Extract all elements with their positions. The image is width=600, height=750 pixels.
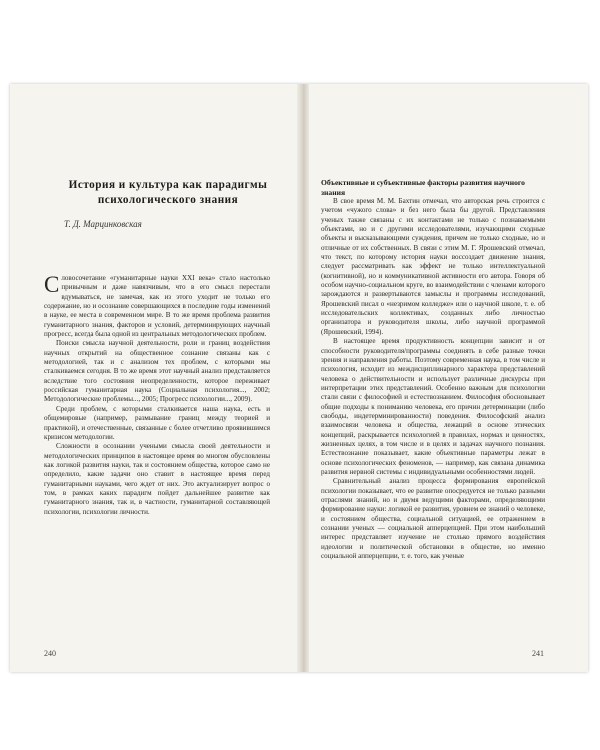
book-spread xyxy=(10,84,588,672)
book-gutter xyxy=(297,84,309,672)
drop-cap: С xyxy=(44,272,60,297)
paragraph: Сложности в осознании учеными смысла своей деятельности и методологических принципов в настоящее время во многом обусловлены как логикой развития науки, так и состоянием общества, которое само не определило, какие задачи оно ставит в настоящее время перед гуманитарными науками, чего ждет от них. Это актуализирует вопрос о том, в рамках каких парадигм пойдет дальнейшее развитие как гуманитарного знания, так и, в частности, гуманитарной составляющей психологии, психологии личности. xyxy=(44,442,270,516)
author-name: Т. Д. Марцинковская xyxy=(64,219,142,229)
paragraph xyxy=(44,274,270,339)
right-page xyxy=(309,84,588,672)
page-number-right: 241 xyxy=(532,649,544,658)
right-text-column xyxy=(321,197,545,561)
paragraph: Поиски смысла научной деятельности, роли и границ воздействия научных открытий на общественное сознание связаны как с методологией, так и с анализом тех проблем, с которыми мы сталкиваемся сегодня. В то же время этот научный анализ представляется вследствие того состояния неопределенности, которое переживает российская гуманитарная наука (Социальная психология..., 2002; Методологические проблемы..., 2005; Прогресс психологии..., 2009). xyxy=(44,339,270,404)
left-page xyxy=(10,84,297,672)
paragraph: Сравнительный анализ процесса формирования европейской психологии показывает, что ее развитие опосредуется не только разными отраслями знаний, но и двумя ведущими факторами, определяющими формирование науки: логикой ее развития, уровнем ее знаний о человеке, и состоянием общества, социальной ситуацией, ее отражением в сознании ученых — социальной апперцепцией. При этом наибольший интерес представляет изучение не столько прямого воздействия идеологии и политической обстановки в обществе, но именно социальной апперцепции, т. е. того, как ученые xyxy=(321,477,545,561)
paragraph: В свое время М. М. Бахтин отмечал, что авторская речь строится с учетом «чужого слова» и без него была бы другой. Представления ученых также связаны с их контактами не только с познаваемыми объектами, но и с другими исследователями, изучающими сходные объекты и высказывающими суждения, причем не только сходные, но и отличные от их собственных. В связи с этим М. Г. Ярошевский отмечал, что текст, по которому история науки воссоздает движение знания, следует рассматривать как эффект не только интеллектуальной (когнитивной), но и коммуникативной активности его автора. Говоря об особом научно-социальном круге, во взаимодействии с членами которого зарождаются и развертываются замыслы и программы исследований, Ярошевский писал о «незримом колледже» или о научной школе, т. е. об исследовательских коллективах, созданных либо личностью организатора и руководителя школы, либо научной программой (Ярошевский, 1994). xyxy=(321,197,545,336)
article-title: История и культура как парадигмы психологического знания xyxy=(68,179,268,206)
paragraph: В настоящее время продуктивность концепции зависит и от способности руководителя/программы соединять в себе разные точки зрения и направления работы. Поэтому современная наука, в том числе и психология, исходит из междисциплинарного характера представлений человека о действительности и использует различные дискурсы при интерпретации этих представлений. Особенно важным для психологии стали связи с философией и естествознанием. Философия обосновывает общие подходы к пониманию человека, его причин детерминации (либо свободы, индетерминированности) поведения. Философский анализ взаимосвязи человека и общества, лежащий в основе этических концепций, раскрывается психологией в правилах, нормах и ценностях, жизненных целях, в том числе и в целях и задачах научного познания. Естествознание показывает, какие объективные параметры лежат в основе психологических феноменов, — например, как связана динамика развития нервной системы с индивидуальными особенностями людей. xyxy=(321,337,545,476)
paragraph-text: ловосочетание «гуманитарные науки XXI века» стало настолько привычным и даже навязчивым, что в его смысл перестали вдумываться, не замечая, как из этого уходит не только его содержание, но и осознание совершающихся в последние годы изменений в науке, ее места в современном мире. В то же время проблема развития гуманитарного знания, факторов и условий, детерминирующих научный прогресс, всегда была одной из центральных методологических проблем. xyxy=(44,274,270,339)
left-text-column xyxy=(44,274,270,517)
page-number-left: 240 xyxy=(44,649,56,658)
paragraph: Среди проблем, с которыми сталкивается наша наука, есть и общемировые (например, размывание границ между теорией и практикой), и отечественные, связанные с более отчетливо проявившимся кризисом методологии. xyxy=(44,404,270,441)
section-heading: Объективные и субъективные факторы развития научного знания xyxy=(321,178,525,197)
